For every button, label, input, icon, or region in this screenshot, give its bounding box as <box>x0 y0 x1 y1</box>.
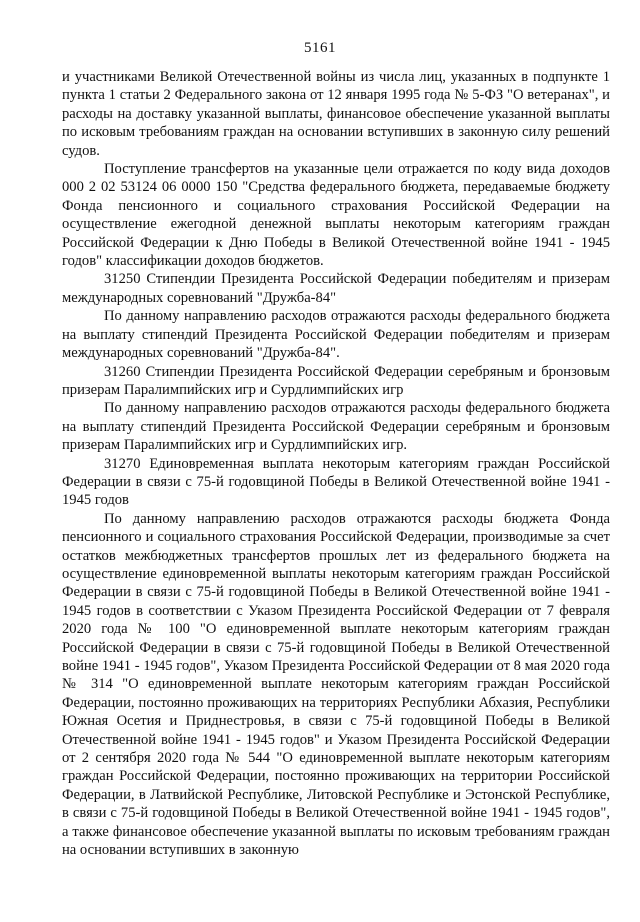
page-number: 5161 <box>304 40 336 56</box>
paragraph-6: По данному направлению расходов отражаются расходы федерального бюджета на выплату стипендий Президента Российской Федерации серебряным и бронзовым призерам Паралимпийских игр и Сурдлимпийских игр. <box>62 400 610 454</box>
paragraph-3: 31250 Стипендии Президента Российской Федерации победителям и призерам международных соревнований "Дружба-84" <box>62 271 610 306</box>
paragraph-4: По данному направлению расходов отражаются расходы федерального бюджета на выплату стипендий Президента Российской Федерации победителям и призерам международных соревнований "Дружба-84". <box>62 308 610 362</box>
paragraph-2: Поступление трансфертов на указанные цели отражается по коду вида доходов 000 2 02 53124 06 0000 150 "Средства федерального бюджета, передаваемые бюджету Фонда пенсионного и социального страхования Российской Федерации на осуществление ежегодной денежной выплаты некоторым категориям граждан Российской Федерации к Дню Победы в Великой Отечественной войне 1941 - 1945 годов" классификации доходов бюджетов. <box>62 161 610 270</box>
paragraph-1: и участниками Великой Отечественной войны из числа лиц, указанных в подпункте 1 пункта 1 статьи 2 Федерального закона от 12 января 1995 года № 5-ФЗ "О ветеранах", и расходы на доставку указанной выплаты, финансовое обеспечение указанной выплаты по исковым требованиям граждан на основании вступивших в законную силу решений судов. <box>62 69 610 159</box>
paragraph-8: По данному направлению расходов отражаются расходы бюджета Фонда пенсионного и социального страхования Российской Федерации, производимые за счет остатков межбюджетных трансфертов прошлых лет из федерального бюджета на осуществление единовременной выплаты некоторым категориям граждан Российской Федерации в связи с 75-й годовщиной Победы в Великой Отечественной войне 1941 - 1945 годов в соответствии с Указом Президента Российской Федерации от 7 февраля 2020 года № 100 "О единовременной выплате некоторым категориям граждан Российской Федерации в связи с 75-й годовщиной Победы в Великой Отечественной войне 1941 - 1945 годов", Указом Президента Российской Федерации от 8 мая 2020 года № 314 "О единовременной выплате некоторым категориям граждан Российской Федерации, постоянно проживающих на территориях Республики Абхазия, Республики Южная Осетия и Приднестровья, в связи с 75-й годовщиной Победы в Великой Отечественной войне 1941 - 1945 годов" и Указом Президента Российской Федерации от 2 сентября 2020 года № 544 "О единовременной выплате некоторым категориям граждан Российской Федерации, постоянно проживающих на территории Российской Федерации, в Латвийской Республике, Литовской Республике и Эстонской Республике, в связи с 75-й годовщиной Победы в Великой Отечественной войне 1941 - 1945 годов", а также финансовое обеспечение указанной выплаты по исковым требованиям граждан на основании вступивших в законную <box>62 510 610 859</box>
paragraph-5: 31260 Стипендии Президента Российской Федерации серебряным и бронзовым призерам Паралимпийских игр и Сурдлимпийских игр <box>62 363 610 398</box>
body-text <box>62 68 610 859</box>
paragraph-7: 31270 Единовременная выплата некоторым категориям граждан Российской Федерации в связи с 75-й годовщиной Победы в Великой Отечественной войне 1941 - 1945 годов <box>62 455 610 509</box>
